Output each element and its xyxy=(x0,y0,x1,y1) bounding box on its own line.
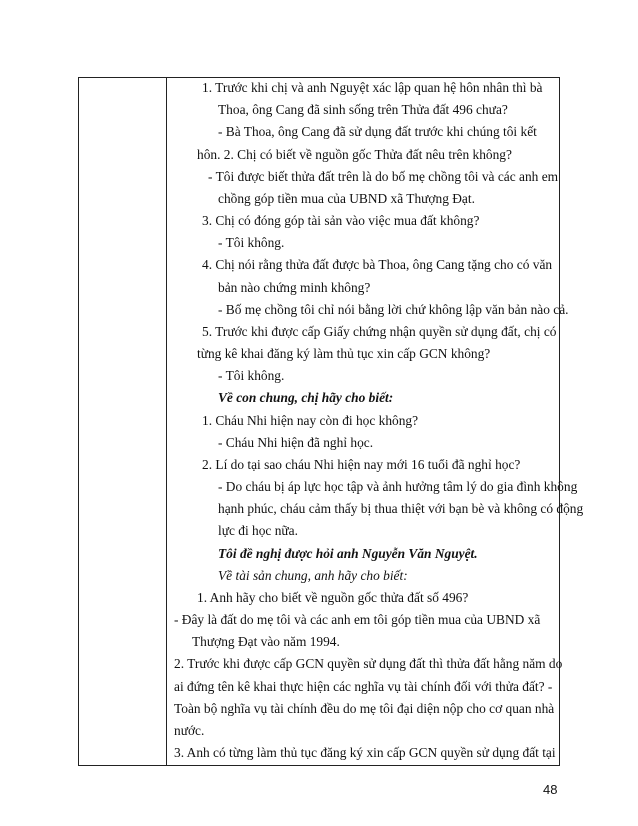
question-line: ai đứng tên kê khai thực hiện các nghĩa vụ tài chính đối với thửa đất? - xyxy=(174,678,553,694)
answer-line: Toàn bộ nghĩa vụ tài chính đều do mẹ tôi đại diện nộp cho cơ quan nhà xyxy=(174,700,555,716)
column-divider xyxy=(166,77,167,766)
section-heading: Tôi đề nghị được hỏi anh Nguyễn Văn Nguyệt. xyxy=(218,545,478,561)
section-heading: Về con chung, chị hãy cho biết: xyxy=(218,390,394,406)
answer-line: - Đây là đất do mẹ tôi và các anh em tôi góp tiền mua của UBND xã xyxy=(174,612,541,627)
answer-line: - Bà Thoa, ông Cang đã sử dụng đất trước khi chúng tôi kết xyxy=(218,124,537,140)
page-number: 48 xyxy=(543,782,558,797)
question-line: 3. Anh có từng làm thủ tục đăng ký xin cấp GCN quyền sử dụng đất tại xyxy=(174,745,556,760)
answer-line: Thượng Đạt vào năm 1994. xyxy=(192,634,340,650)
answer-line: - Tôi không. xyxy=(218,235,285,251)
answer-line: - Tôi không. xyxy=(218,368,285,384)
question-line: từng kê khai đăng ký làm thủ tục xin cấp GCN không? xyxy=(197,346,491,361)
answer-line: lực đi học nữa. xyxy=(218,523,298,539)
question-line: hôn. 2. Chị có biết về nguồn gốc Thửa đất nêu trên không? xyxy=(197,146,512,162)
answer-line: - Tôi được biết thửa đất trên là do bố mẹ chồng tôi và các anh em xyxy=(208,168,559,184)
question-line: 1. Anh hãy cho biết về nguồn gốc thửa đất số 496? xyxy=(197,589,469,605)
answer-line: chồng góp tiền mua của UBND xã Thượng Đạt. xyxy=(218,190,475,206)
question-line: 4. Chị nói rằng thửa đất được bà Thoa, ông Cang tặng cho có văn xyxy=(202,257,553,273)
answer-line: hạnh phúc, cháu cảm thấy bị thua thiệt với bạn bè và không có động xyxy=(218,501,584,517)
question-line: 1. Trước khi chị và anh Nguyệt xác lập quan hệ hôn nhân thì bà xyxy=(202,80,543,95)
question-line: Thoa, ông Cang đã sinh sống trên Thửa đất 496 chưa? xyxy=(218,102,508,118)
answer-line: - Cháu Nhi hiện đã nghỉ học. xyxy=(218,434,374,450)
answer-line: - Bố mẹ chồng tôi chỉ nói bằng lời chứ không lập văn bản nào cả. xyxy=(218,301,569,317)
question-line: 3. Chị có đóng góp tài sản vào việc mua đất không? xyxy=(202,213,480,228)
question-line: 5. Trước khi được cấp Giấy chứng nhận quyền sử dụng đất, chị có xyxy=(202,323,557,339)
question-line: 2. Lí do tại sao cháu Nhi hiện nay mới 16 tuổi đã nghỉ học? xyxy=(202,456,521,472)
question-line: 1. Cháu Nhi hiện nay còn đi học không? xyxy=(202,412,419,428)
question-line: bản nào chứng minh không? xyxy=(218,279,371,295)
section-subheading: Về tài sản chung, anh hãy cho biết: xyxy=(218,567,408,583)
answer-line: nước. xyxy=(174,722,205,738)
answer-line: - Do cháu bị áp lực học tập và ảnh hưởng tâm lý do gia đình không xyxy=(218,479,578,494)
question-line: 2. Trước khi được cấp GCN quyền sử dụng đất thì thửa đất hằng năm do xyxy=(174,656,563,672)
